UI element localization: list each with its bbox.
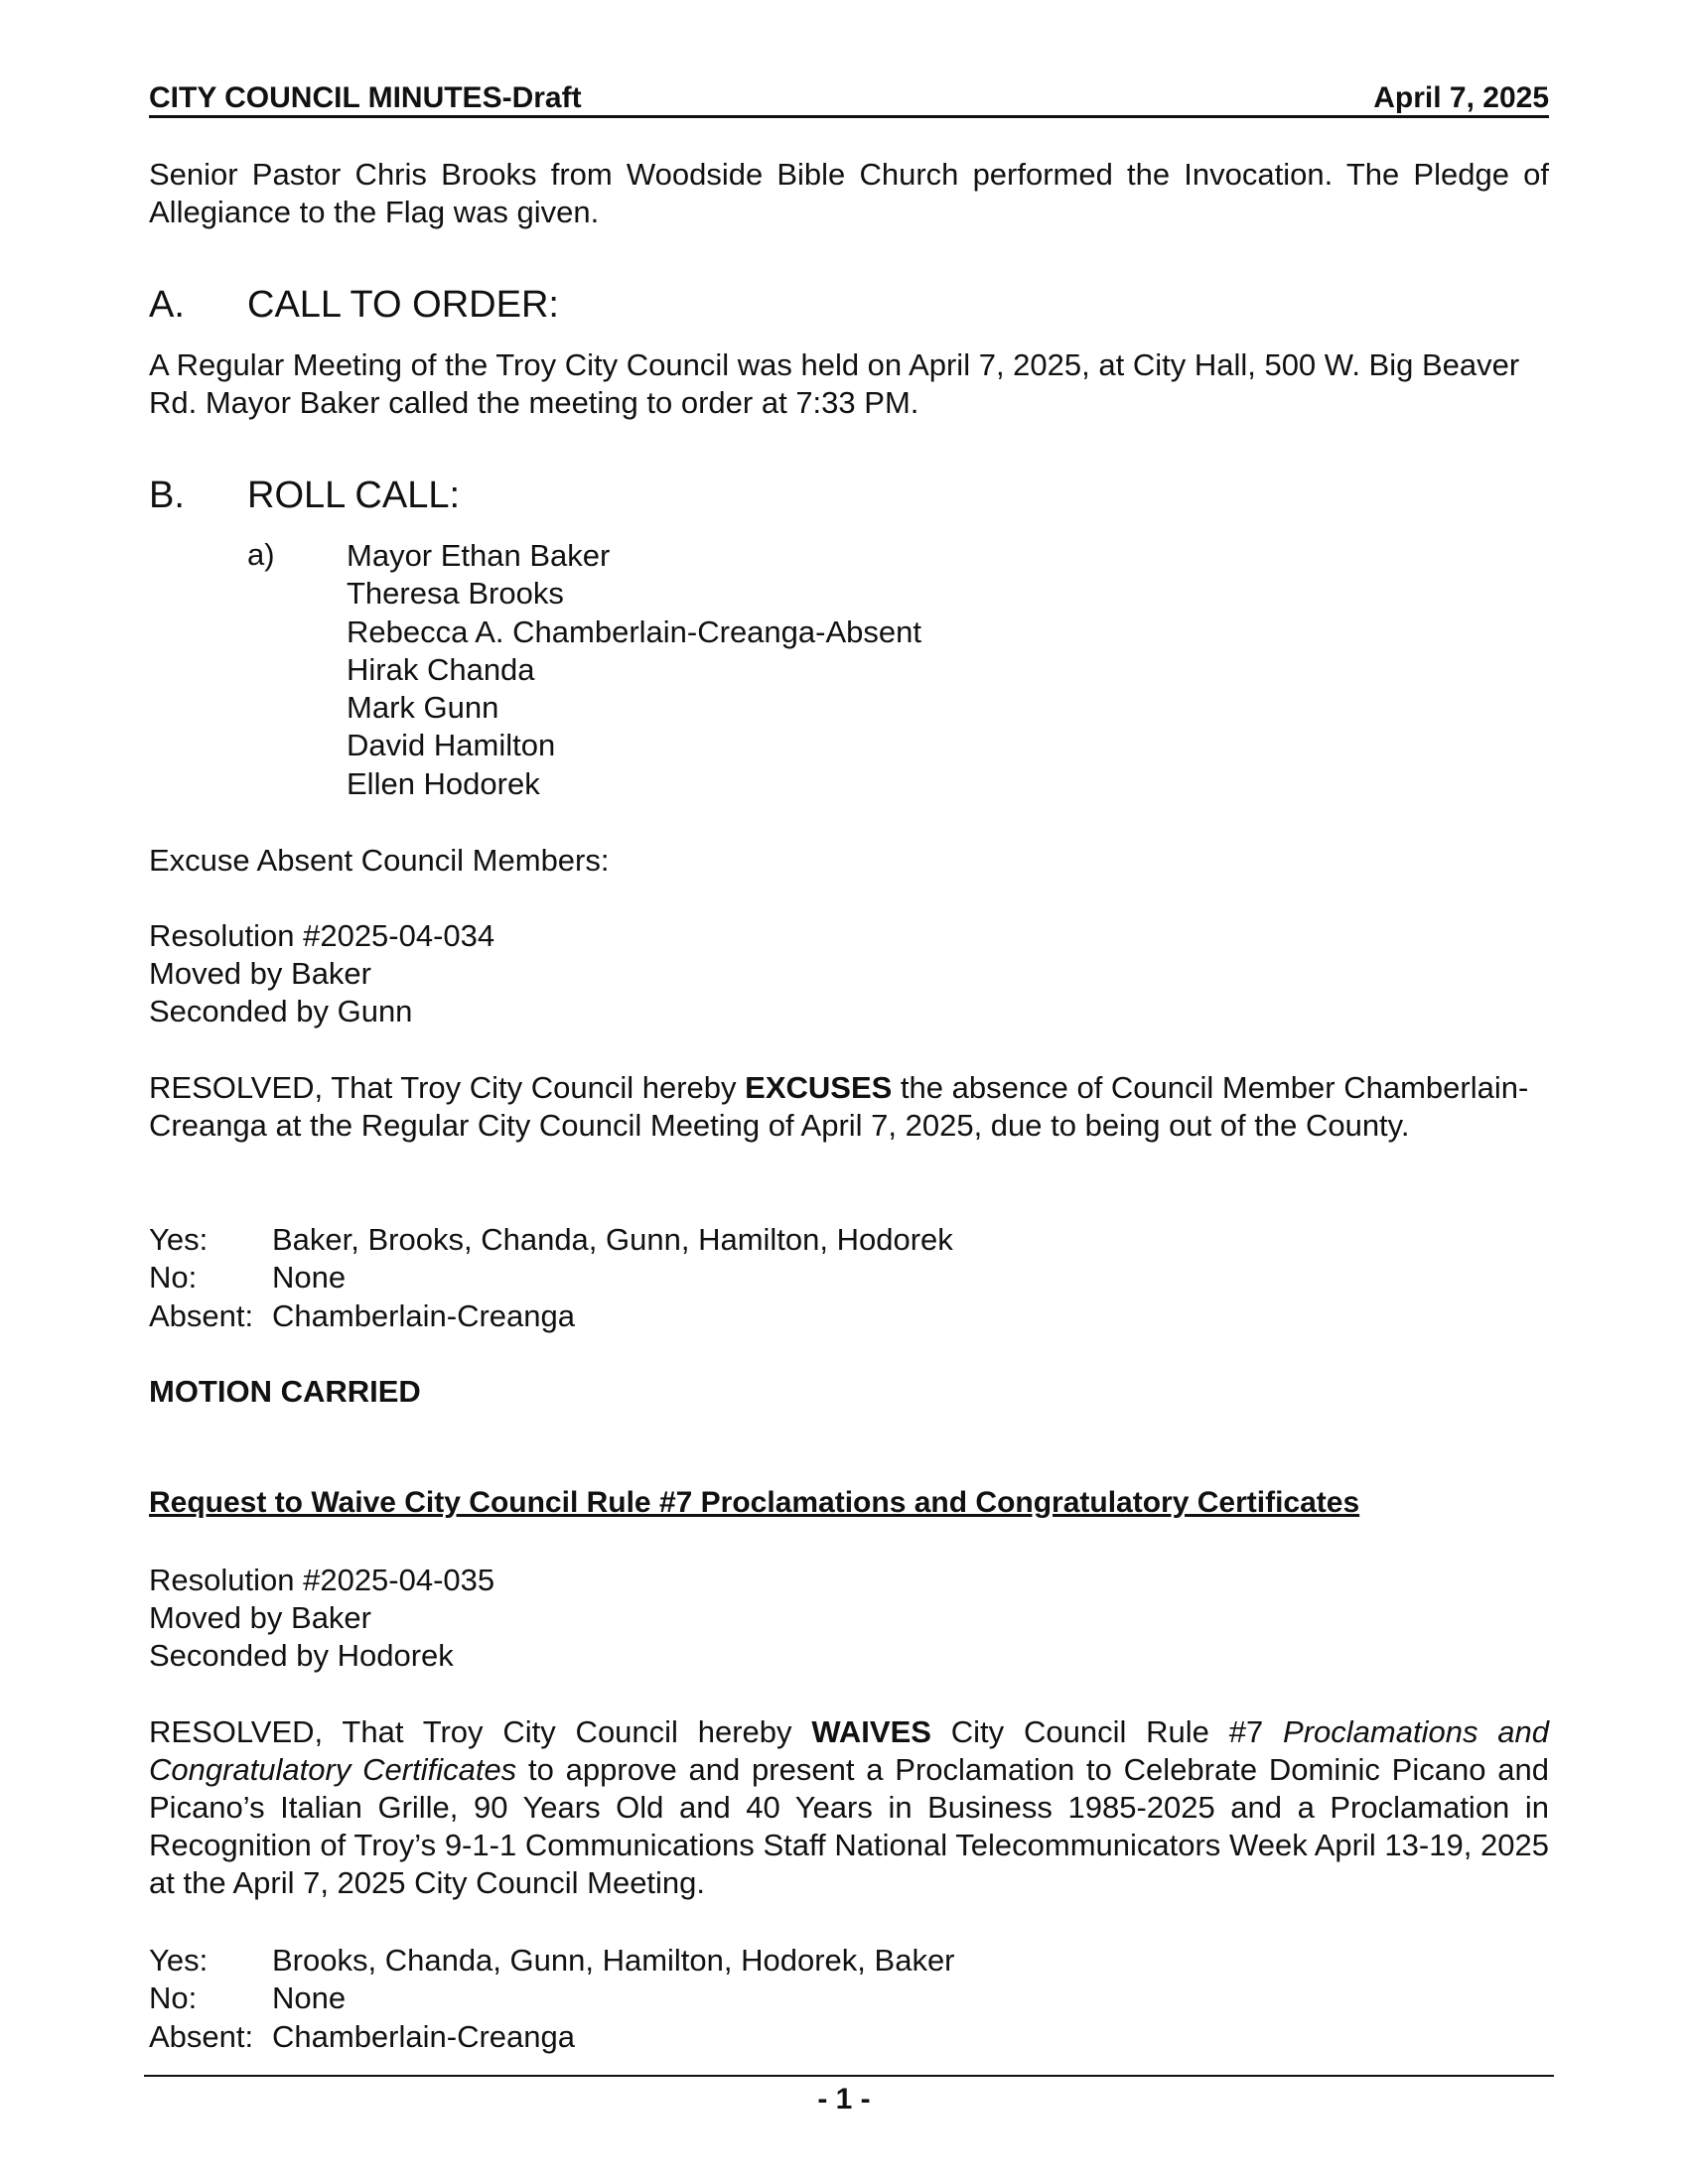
vote-label: Yes: bbox=[149, 1222, 209, 1257]
excuse-resolved-paragraph bbox=[149, 1069, 1549, 1145]
vote-label: No: bbox=[149, 1980, 198, 2016]
excuse-resolution-block bbox=[149, 917, 1549, 1030]
resolved-text: RESOLVED, That Troy City Council hereby bbox=[149, 1714, 812, 1749]
roll-call-member: Ellen Hodorek bbox=[347, 765, 540, 801]
resolved-text: the absence of Council Member Chamberlain-Creanga at the Regular City Council Meeting of April 7, 2025, due to being out of the County. bbox=[149, 1070, 1529, 1143]
page-header bbox=[149, 79, 1549, 118]
resolved-text: City Council Rule #7 bbox=[930, 1714, 1284, 1749]
rule-name: Proclamations and Congratulatory Certificates bbox=[149, 1714, 1549, 1787]
header-date: April 7, 2025 bbox=[1373, 81, 1549, 114]
footer-divider bbox=[144, 2075, 1554, 2077]
section-b-title: ROLL CALL: bbox=[247, 475, 461, 516]
section-b-heading bbox=[149, 475, 460, 517]
roll-call-member: David Hamilton bbox=[347, 728, 556, 763]
roll-call-list bbox=[347, 537, 921, 803]
vote-value: None bbox=[272, 1980, 347, 2016]
motion-result: MOTION CARRIED bbox=[149, 1374, 421, 1409]
section-a-title: CALL TO ORDER: bbox=[247, 284, 559, 326]
vote-label: No: bbox=[149, 1260, 198, 1296]
roll-call-member: Theresa Brooks bbox=[347, 576, 564, 612]
resolution-number: Resolution #2025-04-035 bbox=[149, 1563, 495, 1597]
resolved-text: to approve and present a Proclamation to Celebrate Dominic Picano and Picano’s Italian Grille, 90 Years Old and 40 Years in Business 1985-2025 and a Proclamation in Recognition of Troy’s 9-1-1 Communications Staff National Telecommunicators Week April 13-19, 2025 at the April 7, 2025 City Council Meeting. bbox=[149, 1752, 1549, 1900]
vote-value: Brooks, Chanda, Gunn, Hamilton, Hodorek, Baker bbox=[272, 1943, 955, 1978]
vote-label: Yes: bbox=[149, 1943, 209, 1978]
vote-label: Absent: bbox=[149, 1297, 254, 1333]
resolved-text: RESOLVED, That Troy City Council hereby bbox=[149, 1070, 746, 1105]
call-to-order-paragraph: A Regular Meeting of the Troy City Council was held on April 7, 2025, at City Hall, 500 W. Big Beaver Rd. Mayor Baker called the meeting to order at 7:33 PM. bbox=[149, 347, 1520, 420]
waive-section-title: Request to Waive City Council Rule #7 Proclamations and Congratulatory Certificates bbox=[149, 1486, 1360, 1519]
moved-by: Moved by Baker bbox=[149, 1600, 371, 1635]
resolved-keyword: EXCUSES bbox=[745, 1070, 893, 1105]
vote-value: Baker, Brooks, Chanda, Gunn, Hamilton, Hodorek bbox=[272, 1222, 953, 1257]
roll-call-member: Mark Gunn bbox=[347, 690, 499, 726]
roll-call-member: Hirak Chanda bbox=[347, 651, 535, 687]
vote-label: Absent: bbox=[149, 2018, 254, 2054]
resolution-number: Resolution #2025-04-034 bbox=[149, 918, 495, 953]
waive-resolved-paragraph bbox=[149, 1713, 1549, 1902]
resolved-keyword: WAIVES bbox=[811, 1714, 931, 1749]
vote-value: Chamberlain-Creanga bbox=[272, 2018, 575, 2054]
header-title: CITY COUNCIL MINUTES-Draft bbox=[149, 81, 582, 114]
section-a-letter: A. bbox=[149, 284, 185, 326]
seconded-by: Seconded by Gunn bbox=[149, 994, 413, 1028]
excuse-heading: Excuse Absent Council Members: bbox=[149, 843, 610, 878]
section-b-letter: B. bbox=[149, 475, 185, 516]
seconded-by: Seconded by Hodorek bbox=[149, 1638, 454, 1673]
waive-resolution-block bbox=[149, 1562, 1549, 1675]
roll-call-member: Rebecca A. Chamberlain-Creanga-Absent bbox=[347, 614, 921, 649]
page-number: - 1 - bbox=[817, 2083, 871, 2116]
roll-call-item-letter: a) bbox=[247, 537, 275, 572]
vote-value: None bbox=[272, 1260, 347, 1296]
roll-call-member: Mayor Ethan Baker bbox=[347, 538, 611, 573]
invocation-paragraph: Senior Pastor Chris Brooks from Woodside Bible Church performed the Invocation. The Pledge of Allegiance to the Flag was given. bbox=[149, 157, 1549, 229]
section-a-heading bbox=[149, 284, 559, 327]
vote-value: Chamberlain-Creanga bbox=[272, 1297, 575, 1333]
moved-by: Moved by Baker bbox=[149, 956, 371, 991]
